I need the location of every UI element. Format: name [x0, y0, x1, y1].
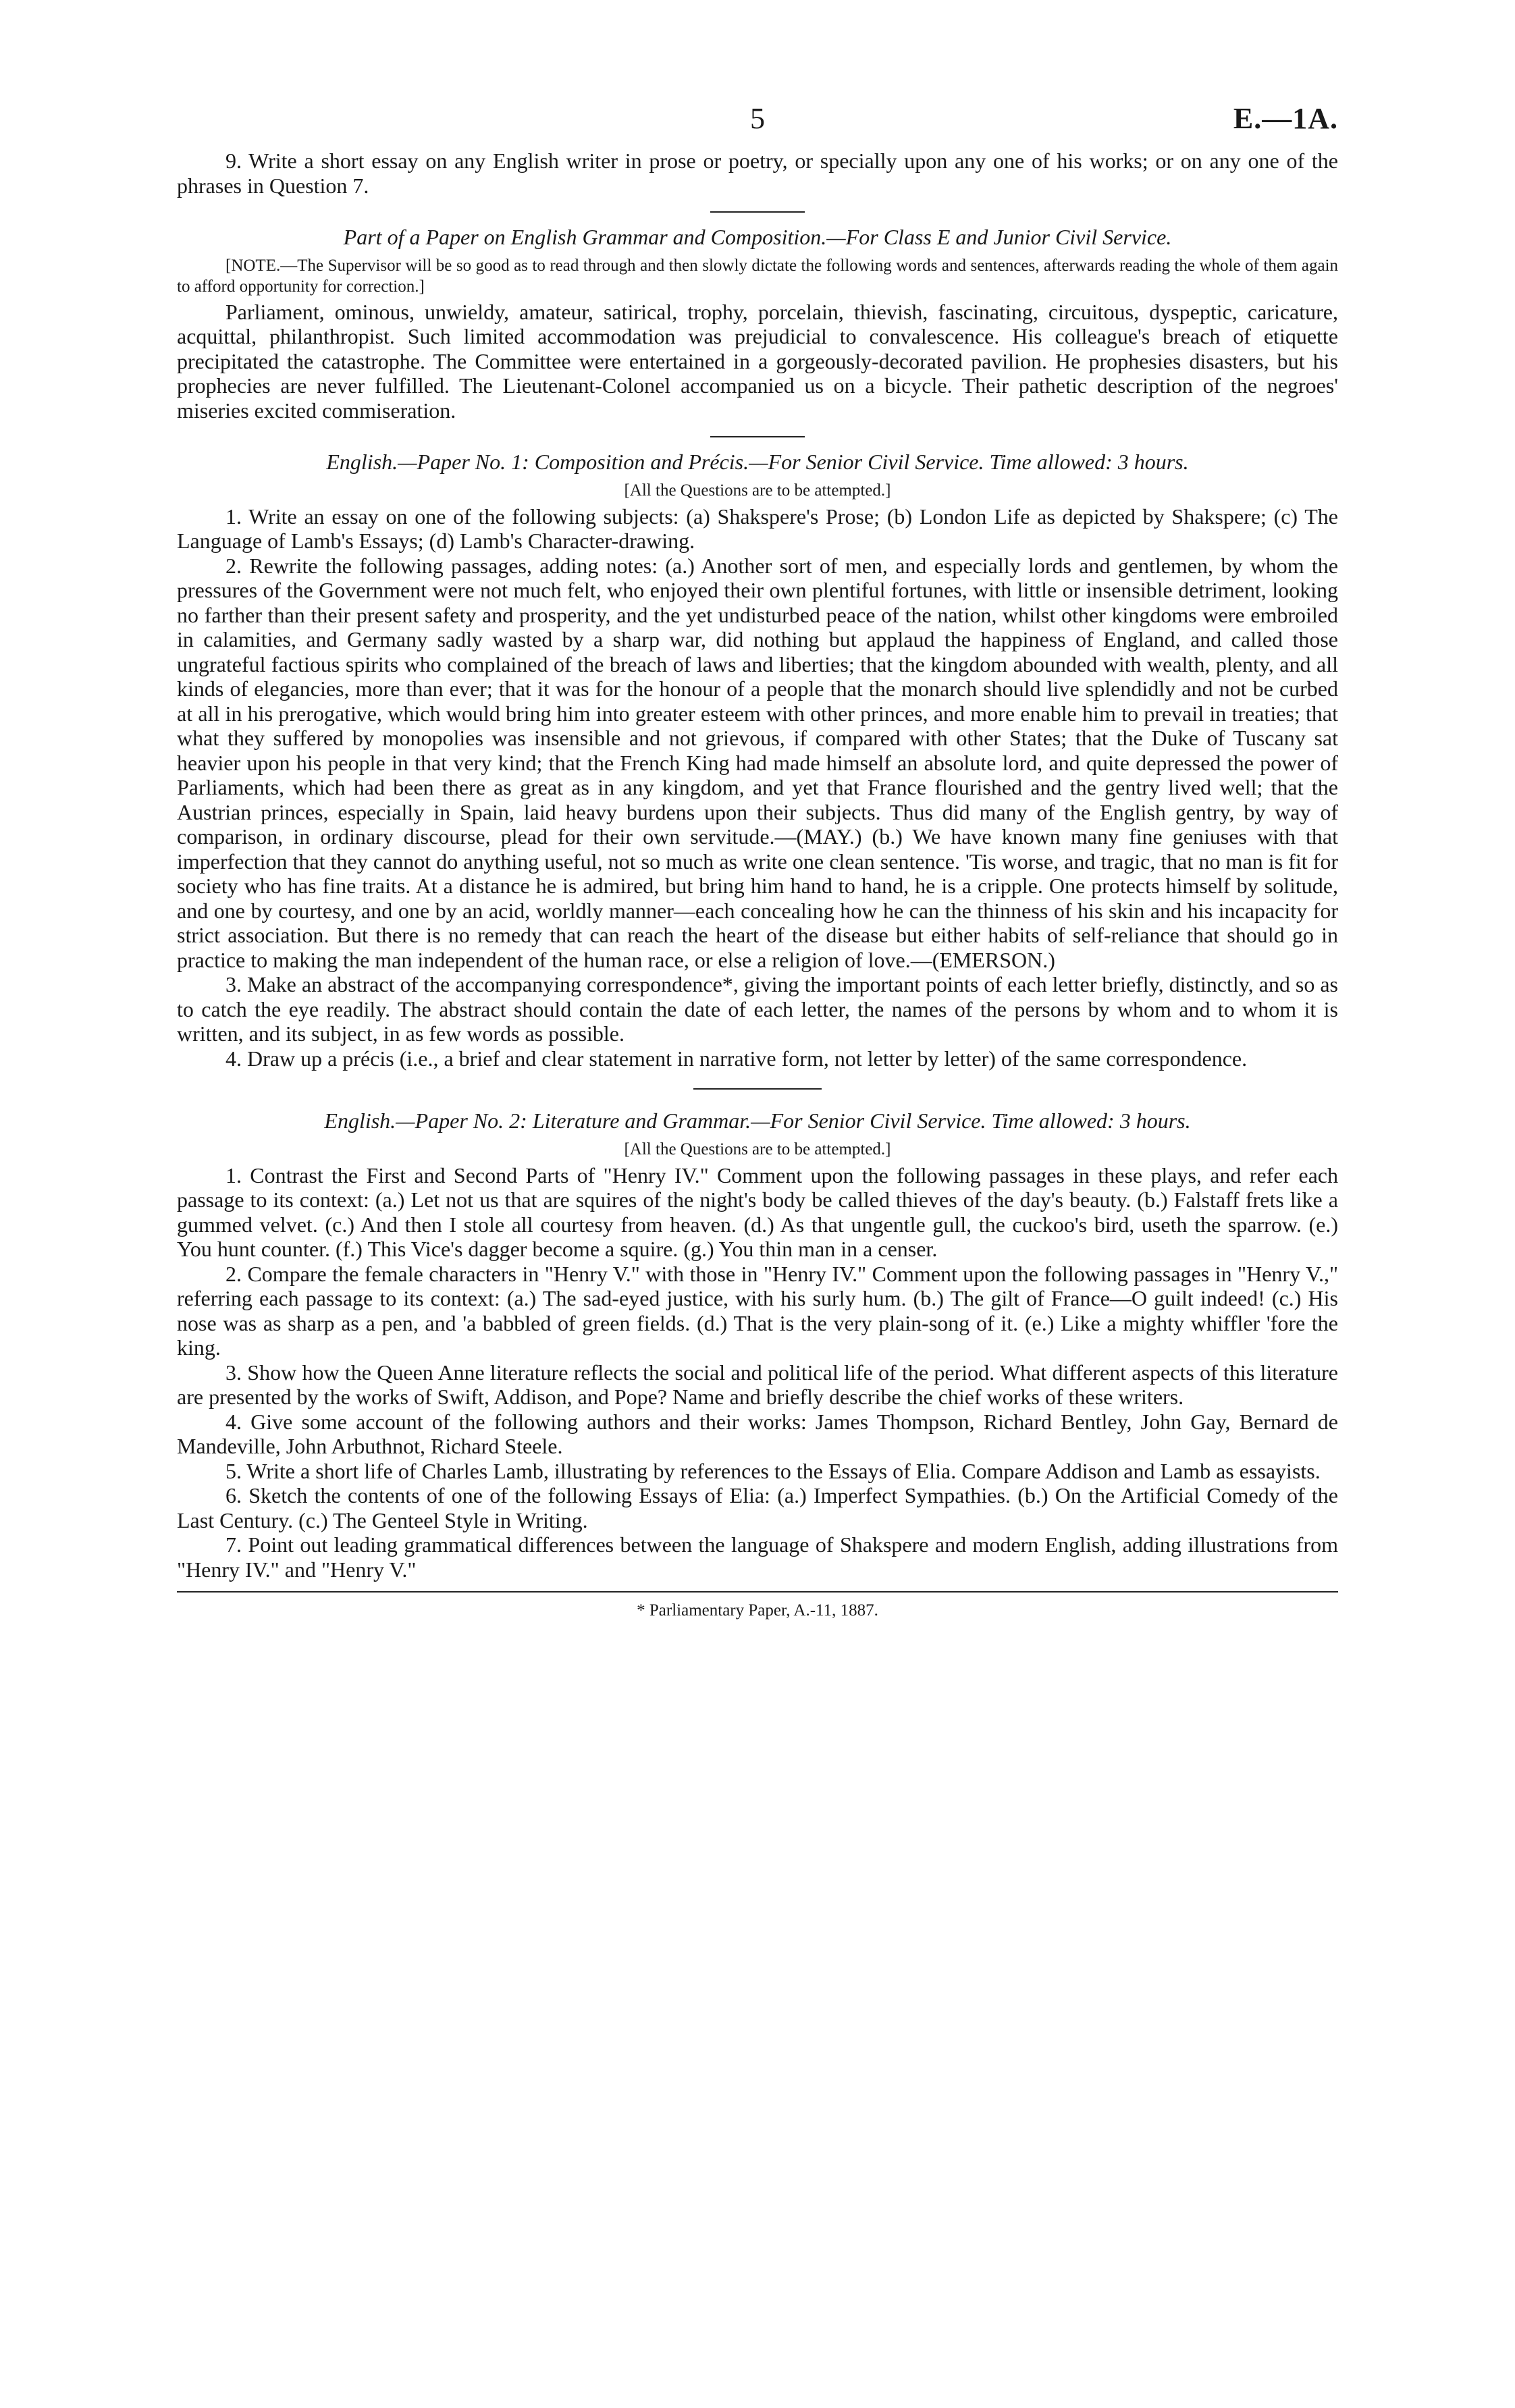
- section-title: English.—Paper No. 2: Literature and Grammar.—For Senior Civil Service. Time allowed: 3 hours.: [324, 1108, 1191, 1133]
- question: 1. Write an essay on one of the following subjects: (a) Shakspere's Prose; (b) London Life as depicted by Shakspere; (c) The Language of Lamb's Essays; (d) Lamb's Character-drawing.: [177, 504, 1338, 553]
- section-grammar: [177, 225, 1338, 423]
- question: 4. Draw up a précis (i.e., a brief and clear statement in narrative form, not letter by letter) of the same correspondence.: [225, 1046, 1248, 1071]
- question: 4. Give some account of the following authors and their works: James Thompson, Richard Bentley, John Gay, Bernard de Mandeville, John Arbuthnot, Richard Steele.: [177, 1409, 1338, 1458]
- question: 2. Compare the female characters in "Henry V." with those in "Henry IV." Comment upon the following passages in "Henry V.," referring each passage to its context: (a.) The sad-eyed justice, with his surly hum. (b.) The gilt of France—O guilt indeed! (c.) His nose was as sharp as a pen, and 'a babbled of green fields. (d.) That is the very plain-song of it. (e.) Like a mighty whiffler 'fore the king.: [177, 1261, 1338, 1360]
- question: 2. Rewrite the following passages, adding notes: (a.) Another sort of men, and especially lords and gentlemen, by whom the pressures of the Government were not much felt, who enjoyed their own plentiful fortunes, with little or insensible detriment, looking no farther than their present safety and prosperity, and the yet undisturbed peace of the nation, whilst other kingdoms were embroiled in calamities, and Germany sadly wasted by a sharp war, did nothing but applaud the happiness of England, and called those ungrateful factious spirits who complained of the breach of laws and liberties; that the kingdom abounded with wealth, plenty, and all kinds of elegancies, more than ever; that it was for the honour of a people that the monarch should live splendidly and not be curbed at all in his prerogative, which would bring him into greater esteem with other princes, and more enable him to prevail in treaties; that what they suffered by monopolies was insensible and not grievous, if compared with other States; that the Duke of Tuscany sat heavier upon his people in that very kind; that the French King had made himself an absolute lord, and quite depressed the power of Parliaments, which had been there as great as in any kingdom, and yet that France flourished and the gentry lived well; that the Austrian princes, especially in Spain, laid heavy burdens upon their subjects. Thus did many of the English gentry, by way of comparison, in ordinary discourse, plead for their own servitude.—(MAY.) (b.) We have known many fine geniuses with that imperfection that they cannot do anything useful, not so much as write one clean sentence. 'Tis worse, and tragic, that no man is fit for society who has fine traits. At a distance he is admired, but bring him hand to hand, he is a cripple. One protects himself by solitude, and one by courtesy, and one by an acid, worldly manner—each concealing how he can the thinness of his skin and his incapacity for strict association. But there is no remedy that can reach the heart of the disease but either habits of self-reliance that should go in practice to making the man independent of the human race, or else a religion of love.—(EMERSON.): [177, 553, 1338, 972]
- supervisor-note: [NOTE.—The Supervisor will be so good as to read through and then slowly dictate the following words and sentences, afterwards reading the whole of them again to afford opportunity for correction.]: [177, 256, 1338, 296]
- question: 5. Write a short life of Charles Lamb, illustrating by references to the Essays of Elia. Compare Addison and Lamb as essayists.: [225, 1458, 1321, 1483]
- series-code: E.—1A.: [1233, 102, 1338, 135]
- question: 6. Sketch the contents of one of the following Essays of Elia: (a.) Imperfect Sympathies. (b.) On the Artificial Comedy of the Last Century. (c.) The Genteel Style in Writing.: [177, 1483, 1338, 1532]
- question-9: 9. Write a short essay on any English writer in prose or poetry, or specially upon any one of his works; or on any one of the phrases in Question 7.: [177, 149, 1338, 198]
- question: 7. Point out leading grammatical differences between the language of Shakspere and modern English, adding illustrations from "Henry IV." and "Henry V.": [177, 1532, 1338, 1582]
- question-list: [177, 504, 1338, 1071]
- section-title: Part of a Paper on English Grammar and Composition.—For Class E and Junior Civil Service.: [343, 225, 1172, 249]
- footnote-rule: [177, 1591, 1338, 1593]
- question: 3. Make an abstract of the accompanying correspondence*, giving the important points of each letter briefly, distinctly, and so as to catch the eye readily. The abstract should contain the date of each letter, the names of the persons by whom and to whom it is written, and its subject, in as few words as possible.: [177, 972, 1338, 1046]
- section-divider: [710, 211, 805, 213]
- dictation-text: Parliament, ominous, unwieldy, amateur, satirical, trophy, porcelain, thievish, fascinating, circuitous, dyspeptic, caricature, acquittal, philanthropist. Such limited accommodation was prejudicial to convalescence. His colleague's breach of etiquette precipitated the catastrophe. The Committee were entertained in a gorgeously-decorated pavilion. He prophesies disasters, but his prophecies are never fulfilled. The Lieutenant-Colonel accompanied us on a bicycle. Their pathetic description of the negroes' miseries excited commiseration.: [177, 299, 1338, 423]
- section-paper-2: [177, 1108, 1338, 1582]
- section-title: English.—Paper No. 1: Composition and Précis.—For Senior Civil Service. Time allowed: 3 hours.: [326, 450, 1189, 474]
- question: 3. Show how the Queen Anne literature reflects the social and political life of the period. What different aspects of this literature are presented by the works of Swift, Addison, and Pope? Name and briefly describe the chief works of these writers.: [177, 1360, 1338, 1409]
- page-number: 5: [750, 102, 765, 135]
- instruction: [All the Questions are to be attempted.]: [624, 1140, 891, 1158]
- section-paper-1: [177, 450, 1338, 1071]
- question: 1. Contrast the First and Second Parts of "Henry IV." Comment upon the following passages in these plays, and refer each passage to its context: (a.) Let not us that are squires of the night's body be called thieves of the day's beauty. (b.) Falstaff frets like a gummed velvet. (c.) And then I stole all courtesy from heaven. (d.) As that ungentle gull, the cuckoo's bird, useth the sparrow. (e.) You hunt counter. (f.) This Vice's dagger become a squire. (g.) You thin man in a censer.: [177, 1162, 1338, 1261]
- section-divider: [710, 436, 805, 437]
- section-divider: [693, 1088, 822, 1090]
- footnote: * Parliamentary Paper, A.-11, 1887.: [637, 1601, 878, 1620]
- page-header: [177, 101, 1338, 149]
- question-list: [177, 1163, 1338, 1582]
- instruction: [All the Questions are to be attempted.]: [624, 481, 891, 500]
- document-page: [177, 101, 1338, 2383]
